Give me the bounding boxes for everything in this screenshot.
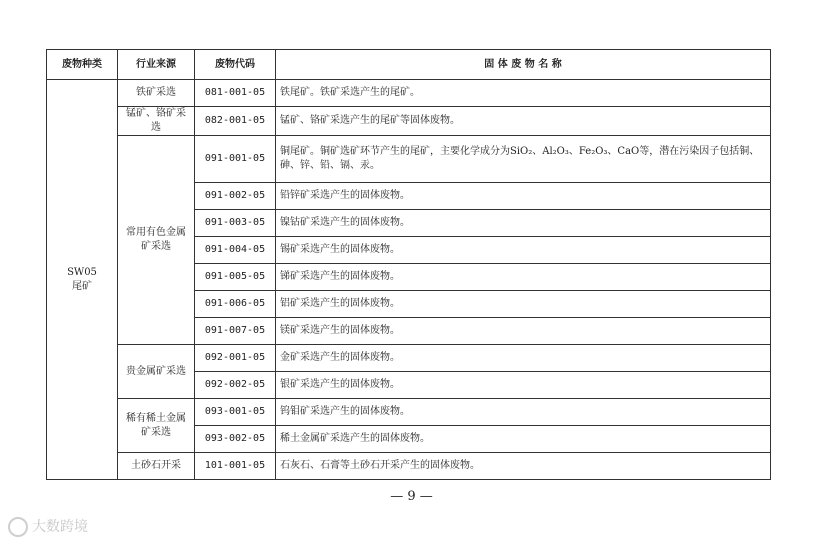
code-cell: 082-001-05: [195, 107, 276, 136]
name-cell: 镍钴矿采选产生的固体废物。: [276, 210, 771, 237]
code-cell: 092-001-05: [195, 345, 276, 372]
name-cell: 石灰石、石膏等土砂石开采产生的固体废物。: [276, 453, 771, 480]
name-cell: 锰矿、铬矿采选产生的尾矿等固体废物。: [276, 107, 771, 136]
header-row: [47, 50, 771, 80]
code-cell: 081-001-05: [195, 80, 276, 107]
code-cell: 092-002-05: [195, 372, 276, 399]
watermark-logo-icon: [8, 517, 28, 537]
category-cell: [47, 80, 118, 480]
name-cell: 镁矿采选产生的固体废物。: [276, 318, 771, 345]
name-cell: 铜尾矿。铜矿选矿环节产生的尾矿，主要化学成分为SiO₂、Al₂O₃、Fe₂O₃、CaO等，潜在污染因子包括铜、砷、锌、铅、镉、汞。: [276, 136, 771, 183]
table-row: [47, 80, 771, 107]
source-cell: 土砂石开采: [118, 453, 195, 480]
name-cell: 钨钼矿采选产生的固体废物。: [276, 399, 771, 426]
code-cell: 091-005-05: [195, 264, 276, 291]
code-cell: 091-002-05: [195, 183, 276, 210]
source-cell: 常用有色金属矿采选: [118, 136, 195, 345]
table-row: [47, 453, 771, 480]
name-cell: 铁尾矿。铁矿采选产生的尾矿。: [276, 80, 771, 107]
code-cell: 091-003-05: [195, 210, 276, 237]
table-row: [47, 345, 771, 372]
source-cell: 锰矿、铬矿采选: [118, 107, 195, 136]
code-cell: 093-002-05: [195, 426, 276, 453]
header-code: 废物代码: [195, 50, 276, 80]
source-cell: 贵金属矿采选: [118, 345, 195, 399]
name-cell: 锡矿采选产生的固体废物。: [276, 237, 771, 264]
watermark-text: 大数跨境: [32, 519, 88, 535]
category-code: SW05: [67, 266, 97, 278]
name-cell: 锑矿采选产生的固体废物。: [276, 264, 771, 291]
page-number: — 9 —: [390, 489, 433, 504]
header-source: 行业来源: [118, 50, 195, 80]
header-category: 废物种类: [47, 50, 118, 80]
name-cell: 稀土金属矿采选产生的固体废物。: [276, 426, 771, 453]
table-row: [47, 136, 771, 183]
name-cell: 铝矿采选产生的固体废物。: [276, 291, 771, 318]
watermark: [8, 516, 88, 537]
name-cell: 铅锌矿采选产生的固体废物。: [276, 183, 771, 210]
table-row: [47, 399, 771, 426]
table-row: [47, 107, 771, 136]
code-cell: 091-007-05: [195, 318, 276, 345]
source-cell: 铁矿采选: [118, 80, 195, 107]
code-cell: 091-001-05: [195, 136, 276, 183]
category-label: 尾矿: [72, 280, 92, 292]
waste-table: [46, 49, 771, 480]
header-name: 固 体 废 物 名 称: [276, 50, 771, 80]
name-cell: 银矿采选产生的固体废物。: [276, 372, 771, 399]
source-cell: 稀有稀土金属矿采选: [118, 399, 195, 453]
code-cell: 101-001-05: [195, 453, 276, 480]
code-cell: 091-006-05: [195, 291, 276, 318]
code-cell: 091-004-05: [195, 237, 276, 264]
name-cell: 金矿采选产生的固体废物。: [276, 345, 771, 372]
code-cell: 093-001-05: [195, 399, 276, 426]
